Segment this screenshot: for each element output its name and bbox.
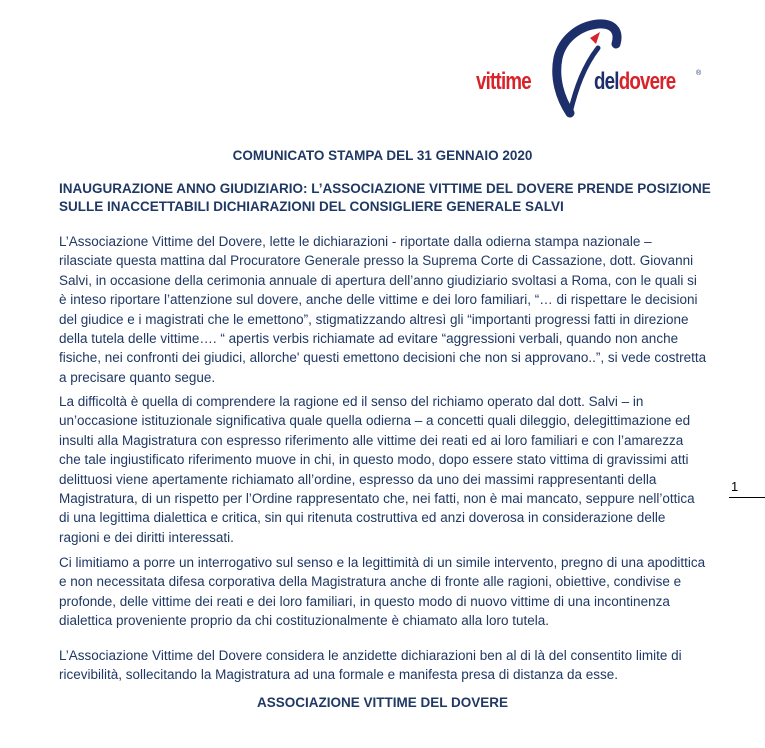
press-release-date: COMUNICATO STAMPA DEL 31 GENNAIO 2020 — [232, 148, 533, 163]
press-release-title: INAUGURAZIONE ANNO GIUDIZIARIO: L’ASSOCIAZIONE VITTIME DEL DOVERE PRENDE POSIZIONE SULLE INACCETTABILI DICHIARAZIONI DEL CONSIGLIERE GENERALE SALVI — [59, 181, 711, 214]
logo-word-dovere: dovere — [618, 68, 676, 95]
body-paragraph-1: L’Associazione Vittime del Dovere, lette le dichiarazioni - riportate dalla odierna stampa nazionale – rilasciate questa mattina dal Procuratore Generale presso la Suprema Corte di Cassazione, dott. Giovanni Salvi, in occasione della cerimonia annuale di apertura dell’anno giudiziario svoltasi a Roma, con le quali si è inteso riportare l’attenzione sul dovere, anche delle vittime e dei loro familiari, “… di rispettare le decisioni del giudice e i magistrati che le emettono”, stigmatizzando altresì gli “importanti progressi fatti in direzione della tutela delle vittime…. “ apertis verbis richiamate ad evitare “aggressioni verbali, quando non anche fisiche, nei confronti dei giudici, allorche' questi emettono decisioni che non si approvano..”, si vede costretta a precisare quanto segue. — [59, 234, 707, 385]
page-number: 1 — [731, 479, 739, 494]
body-paragraph-3: Ci limitiamo a porre un interrogativo sul senso e la legittimità di un simile intervento, pregno di una apodittica e non necessitata difesa corporativa della Magistratura anche di fronte alle ragioni, obiettive, condivise e profonde, delle vittime dei reati e dei loro familiari, in questo modo di nuovo vittime di una incontinenza dialettica proveniente proprio da chi costituzionalmente è chiamato alla loro tutela. — [59, 555, 706, 629]
logo-registered-mark: ® — [696, 70, 702, 77]
logo-word-vittime: vittime — [476, 68, 531, 95]
logo-word-del: del — [594, 68, 619, 95]
body-paragraph-4: L’Associazione Vittime del Dovere considera le anzidette dichiarazioni ben al di là del consentito limite di ricevibilità, sollecitando la Magistratura ad una formale e manifesta presa di distanza da esse. — [59, 648, 682, 683]
page-number-rule — [729, 497, 765, 498]
vittime-del-dovere-logo — [472, 18, 708, 118]
logo-word-deldovere — [594, 68, 675, 96]
signature: ASSOCIAZIONE VITTIME DEL DOVERE — [256, 695, 509, 710]
body-paragraph-2: La difficoltà è quella di comprendere la ragione ed il senso del richiamo operato dal dott. Salvi – in un’occasione istituzionale significativa quale quella odierna – a concetti quali dileggio, delegittimazione ed insulti alla Magistratura con espresso riferimento alle vittime dei reati ed ai loro familiari e con l’amarezza che tale ingiustificato riferimento muove in chi, in questo modo, dopo essere stato vittima di gravissimi atti delittuosi viene apertamente richiamato all’ordine, espresso da uno dei massimi rappresentanti della Magistratura, di un rispetto per l’Ordine rappresentato che, nei fatti, non è mai mancato, seppure nell’ottica di una legittima dialettica e critica, sin qui ritenuta costruttiva ed anzi doverosa in considerazione delle ragioni e dei diritti interessati. — [59, 394, 695, 545]
